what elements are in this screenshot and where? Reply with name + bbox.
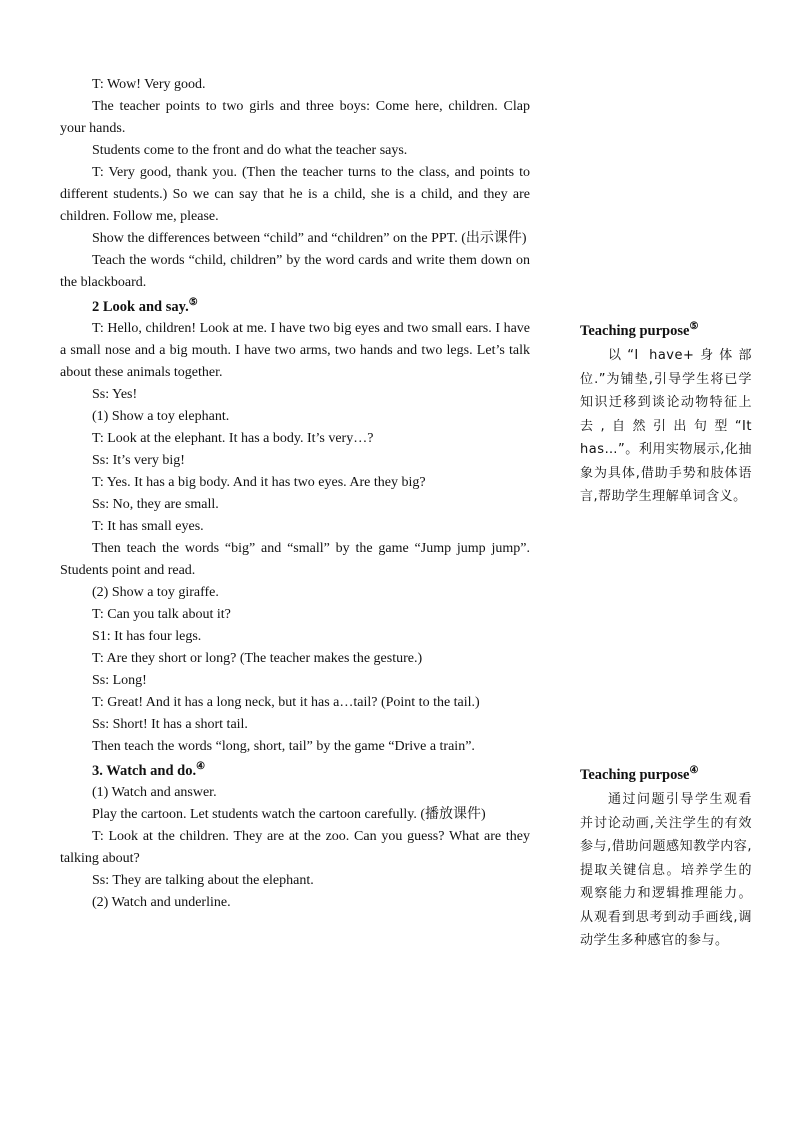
paragraph: (1) Watch and answer. <box>92 785 217 800</box>
paragraph: T: Can you talk about it? <box>92 607 231 622</box>
paragraph: (2) Show a toy giraffe. <box>92 585 219 600</box>
lesson-body <box>60 74 530 914</box>
paragraph: Play the cartoon. Let students watch the cartoon carefully. (播放课件) <box>92 807 486 822</box>
section-heading-look-and-say <box>60 296 530 318</box>
paragraph: Students come to the front and do what the teacher says. <box>92 143 408 158</box>
paragraph: T: Look at the children. They are at the zoo. Can you guess? What are they talking about? <box>60 829 530 866</box>
paragraph: Ss: They are talking about the elephant. <box>92 873 314 888</box>
note-title <box>580 320 752 342</box>
paragraph: T: Great! And it has a long neck, but it has a…tail? (Point to the tail.) <box>92 695 480 710</box>
paragraph: The teacher points to two girls and three boys: Come here, children. Clap your hands. <box>60 99 530 136</box>
paragraph: Ss: Short! It has a short tail. <box>92 717 248 732</box>
paragraph: Teach the words “child, children” by the word cards and write them down on the blackboard. <box>60 253 530 290</box>
paragraph: Then teach the words “long, short, tail” by the game “Drive a train”. <box>92 739 475 754</box>
paragraph: Then teach the words “big” and “small” by the game “Jump jump jump”. Students point and read. <box>60 541 530 578</box>
heading-text: 3. Watch and do. <box>92 763 197 779</box>
teaching-purpose-note-2 <box>580 764 752 953</box>
paragraph: (2) Watch and underline. <box>92 895 231 910</box>
note-body: 通过问题引导学生观看并讨论动画,关注学生的有效参与,借助问题感知教学内容,提取关键信息。培养学生的观察能力和逻辑推理能力。从观看到思考到动手画线,调动学生多种感官的参与。 <box>580 792 752 948</box>
paragraph: T: Are they short or long? (The teacher makes the gesture.) <box>92 651 423 666</box>
paragraph: T: Hello, children! Look at me. I have two big eyes and two small ears. I have a small nose and a big mouth. I have two arms, two hands and two legs. Let’s talk about these animals together. <box>60 321 530 380</box>
heading-text: 2 Look and say. <box>92 299 189 315</box>
paragraph: T: It has small eyes. <box>92 519 204 534</box>
paragraph: T: Yes. It has a big body. And it has two eyes. Are they big? <box>92 475 426 490</box>
footnote-mark: ④ <box>196 761 206 773</box>
section-heading-watch-and-do <box>60 760 530 782</box>
paragraph: T: Wow! Very good. <box>92 77 206 92</box>
note-title-text: Teaching purpose <box>580 767 690 783</box>
paragraph: T: Very good, thank you. (Then the teacher turns to the class, and points to different students.) So we can say that he is a child, she is a child, and they are children. Follow me, please. <box>60 165 530 224</box>
teaching-purpose-note-1 <box>580 320 752 509</box>
footnote-mark: ⑤ <box>689 321 699 333</box>
paragraph: S1: It has four legs. <box>92 629 202 644</box>
paragraph: Ss: Yes! <box>92 387 138 402</box>
paragraph: Show the differences between “child” and “children” on the PPT. (出示课件) <box>92 231 527 246</box>
footnote-mark: ⑤ <box>188 297 198 309</box>
paragraph: (1) Show a toy elephant. <box>92 409 230 424</box>
note-body: 以“I have+身体部位.”为铺垫,引导学生将已学知识迁移到谈论动物特征上去,自然引出句型“It has…”。利用实物展示,化抽象为具体,借助手势和肢体语言,帮助学生理解单词含义。 <box>580 348 752 504</box>
paragraph: Ss: It’s very big! <box>92 453 185 468</box>
footnote-mark: ④ <box>689 765 699 777</box>
paragraph: Ss: No, they are small. <box>92 497 219 512</box>
note-title-text: Teaching purpose <box>580 323 690 339</box>
paragraph: T: Look at the elephant. It has a body. It’s very…? <box>92 431 374 446</box>
paragraph: Ss: Long! <box>92 673 147 688</box>
note-title <box>580 764 752 786</box>
